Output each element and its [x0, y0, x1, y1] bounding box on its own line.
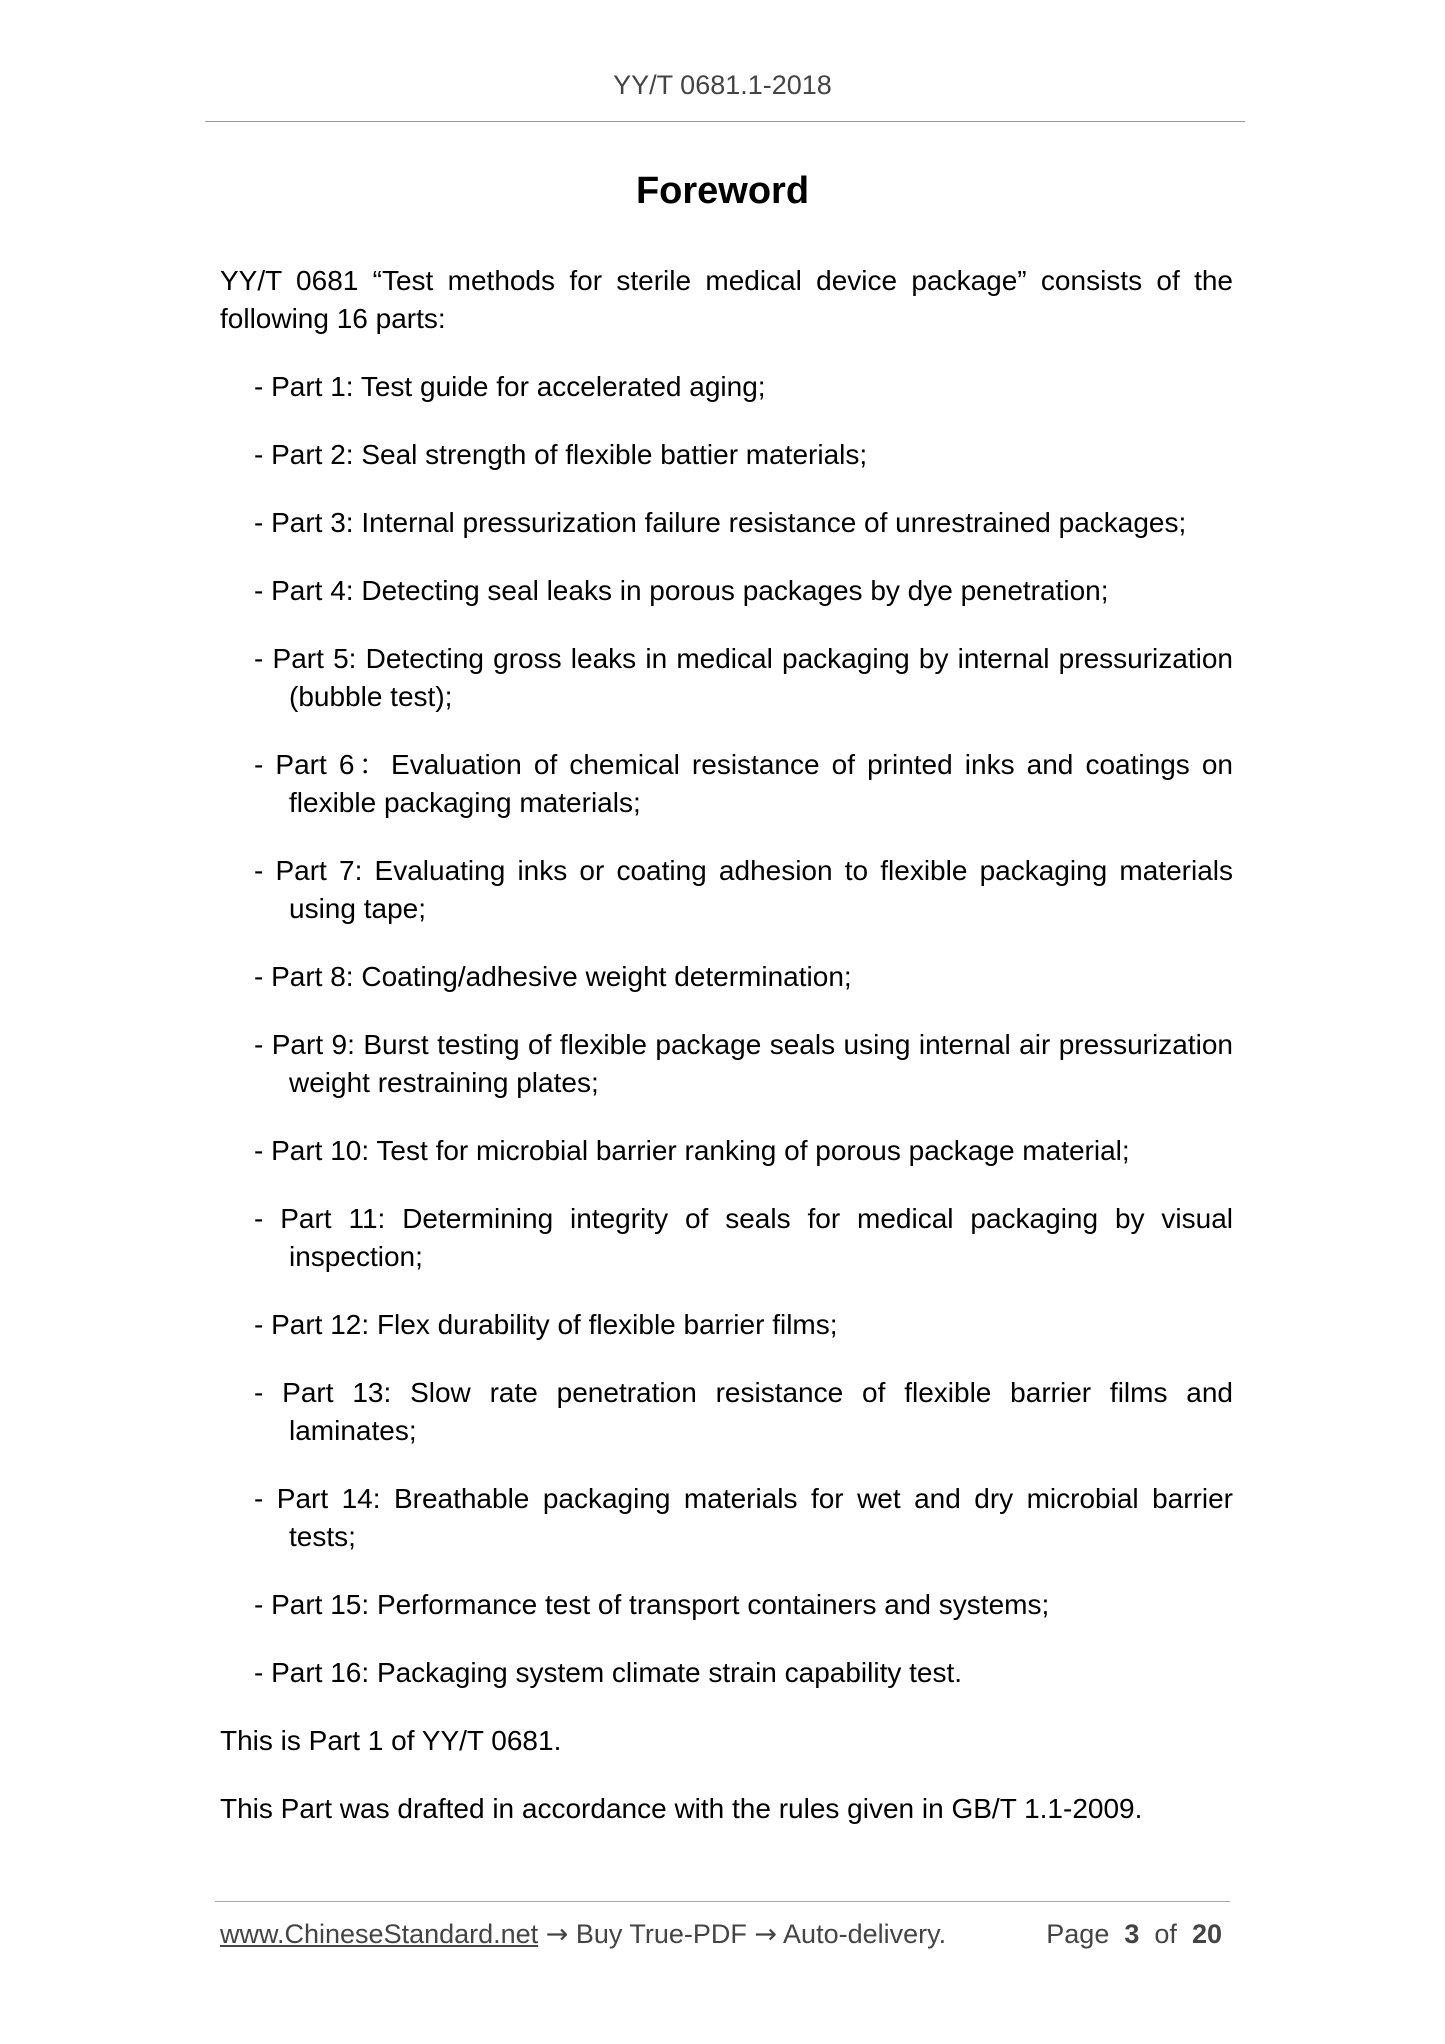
- website-link[interactable]: www.ChineseStandard.net: [220, 1919, 539, 1949]
- list-item: - Part 9: Burst testing of flexible package seals using internal air pressurization weight restraining plates;: [254, 1029, 1233, 1098]
- list-item: - Part 8: Coating/adhesive weight determination;: [254, 961, 852, 992]
- document-number-header: YY/T 0681.1-2018: [613, 70, 832, 100]
- current-page: 3: [1124, 1919, 1140, 1949]
- list-item: - Part 7: Evaluating inks or coating adhesion to flexible packaging materials using tape;: [254, 855, 1233, 924]
- list-item: - Part 5: Detecting gross leaks in medical packaging by internal pressurization (bubble test);: [254, 643, 1233, 712]
- list-item: - Part 4: Detecting seal leaks in porous packages by dye penetration;: [254, 575, 1109, 606]
- total-pages: 20: [1191, 1919, 1222, 1949]
- page-label: Page: [1046, 1919, 1110, 1949]
- arrow-right-icon: →: [754, 1919, 778, 1950]
- footer-promo: [220, 1919, 946, 1950]
- list-item: - Part 11: Determining integrity of seals for medical packaging by visual inspection;: [254, 1203, 1233, 1272]
- list-item: - Part 10: Test for microbial barrier ranking of porous package material;: [254, 1135, 1130, 1166]
- part-statement: This is Part 1 of YY/T 0681.: [220, 1725, 562, 1756]
- page-number: [1046, 1919, 1222, 1950]
- of-label: of: [1154, 1919, 1177, 1949]
- drafting-statement: This Part was drafted in accordance with the rules given in GB/T 1.1-2009.: [220, 1793, 1143, 1824]
- list-item: - Part 15: Performance test of transport containers and systems;: [254, 1589, 1050, 1620]
- foreword-body: [220, 262, 1233, 1828]
- list-item: - Part 14: Breathable packaging materials for wet and dry microbial barrier tests;: [254, 1483, 1233, 1552]
- footer-divider: [215, 1901, 1230, 1902]
- list-item: - Part 16: Packaging system climate strain capability test.: [254, 1657, 963, 1688]
- header-divider: [205, 121, 1245, 122]
- buy-text: Buy True-PDF: [575, 1919, 747, 1949]
- parts-list: [220, 368, 1233, 1692]
- arrow-right-icon: →: [545, 1919, 569, 1950]
- list-item: - Part 6：Evaluation of chemical resistance of printed inks and coatings on flexible packaging materials;: [254, 749, 1233, 818]
- list-item: - Part 1: Test guide for accelerated aging;: [254, 371, 766, 402]
- list-item: - Part 13: Slow rate penetration resistance of flexible barrier films and laminates;: [254, 1377, 1233, 1446]
- intro-paragraph: YY/T 0681 “Test methods for sterile medical device package” consists of the following 16 parts:: [220, 265, 1233, 334]
- list-item: - Part 3: Internal pressurization failure resistance of unrestrained packages;: [254, 507, 1187, 538]
- page-title: Foreword: [635, 170, 810, 212]
- delivery-text: Auto-delivery.: [783, 1919, 947, 1949]
- list-item: - Part 2: Seal strength of flexible battier materials;: [254, 439, 868, 470]
- list-item: - Part 12: Flex durability of flexible barrier films;: [254, 1309, 838, 1340]
